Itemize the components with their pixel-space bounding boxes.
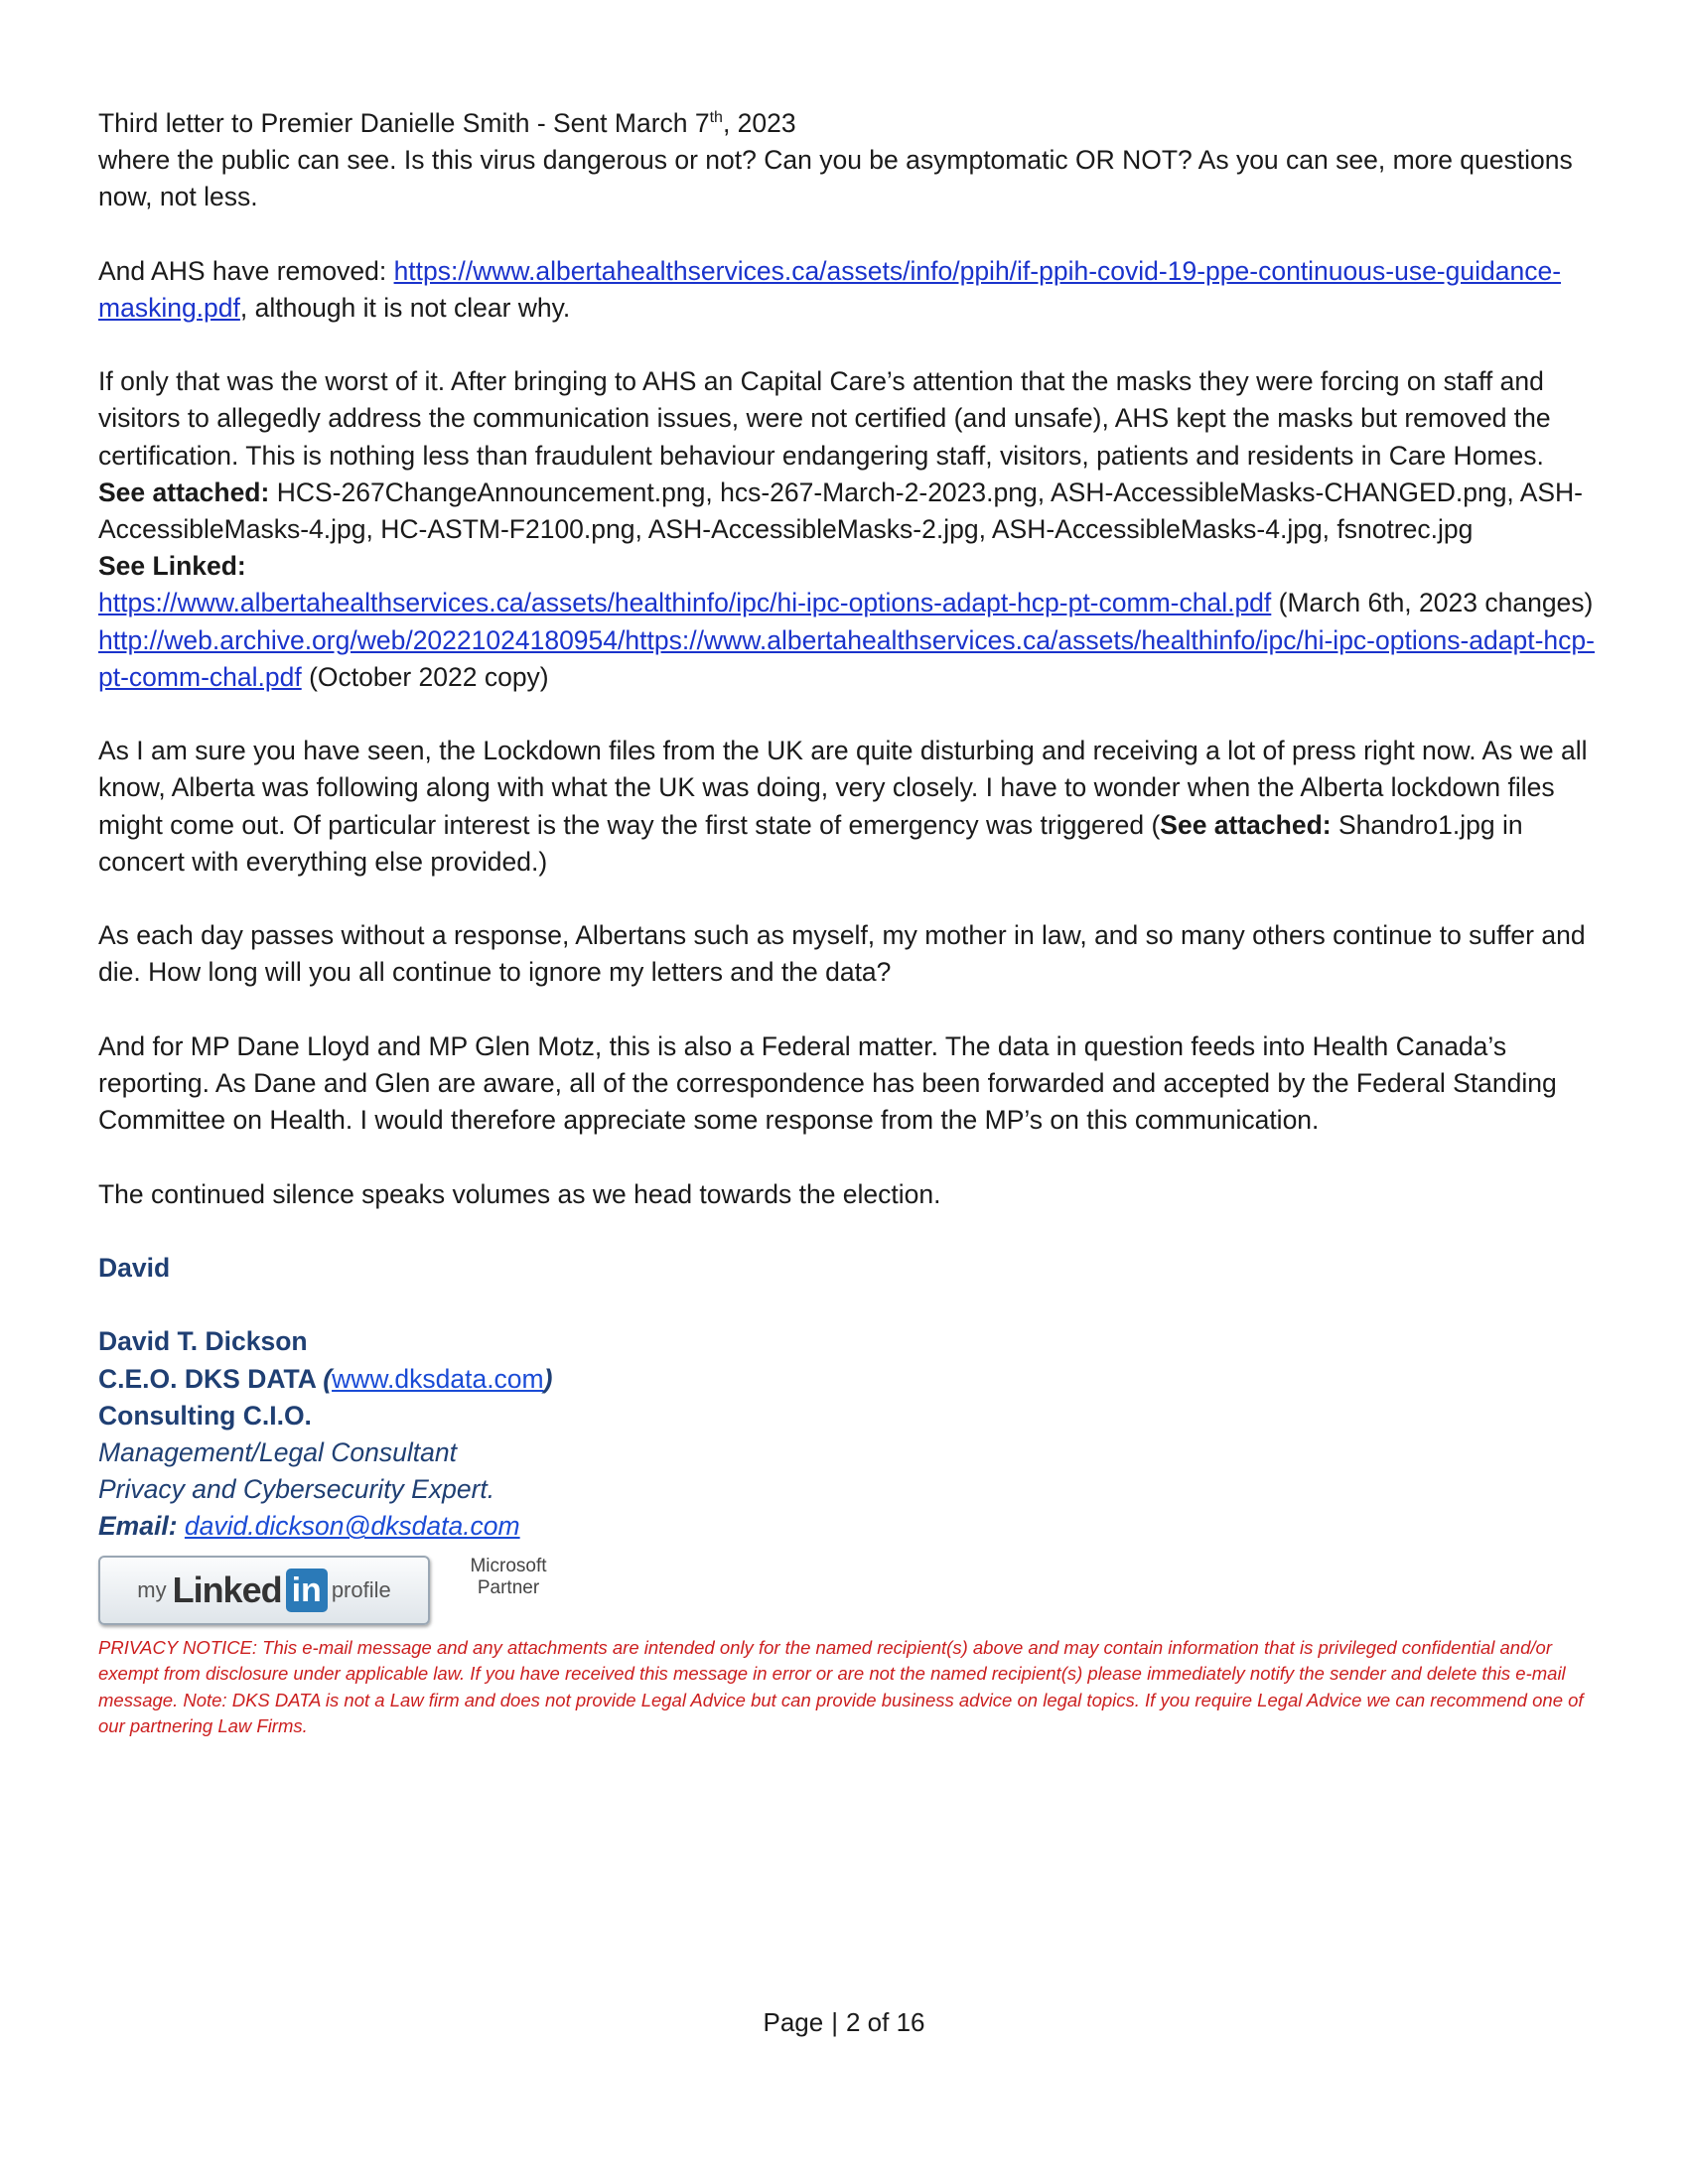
paragraph-federal-matter: And for MP Dane Lloyd and MP Glen Motz, this is also a Federal matter. The data in question feeds into Health Canada’s reporting. As Dane and Glen are aware, all of the correspondence has been forwarded and accepted by the Federal Standing Committee on Health. I would therefore appreciate some response from the MP’s on this communication. [98, 1030, 1557, 1136]
signature-block [98, 1250, 1598, 1546]
dksdata-website-link[interactable]: www.dksdata.com [332, 1363, 544, 1394]
linked-item-1 [98, 585, 1598, 621]
page-number: 2 of 16 [845, 2007, 925, 2037]
paragraph-lockdown-files [98, 733, 1598, 881]
paragraph-continued-silence: The continued silence speaks volumes as we head towards the election. [98, 1178, 941, 1209]
page-footer [0, 2007, 1688, 2038]
heading-text: Third letter to Premier Danielle Smith - Sent March 7 [98, 107, 710, 138]
email-label: Email: [98, 1511, 178, 1542]
letter-body [98, 99, 1598, 1740]
signature-full-name: David T. Dickson [98, 1326, 308, 1357]
linkedin-my-text: my [137, 1577, 167, 1603]
signature-first-name: David [98, 1253, 171, 1284]
paragraph-text: Shandro1.jpg in concert with everything else provided.) [98, 809, 1523, 877]
see-attached-files [98, 475, 1598, 548]
linked-item-2 [98, 622, 1598, 696]
linkedin-in-icon: in [286, 1569, 328, 1612]
paragraph-masks-certification: If only that was the worst of it. After bringing to AHS an Capital Care’s attention that the masks they were forcing on staff and visitors to allegedly address the communication issues, were not certified (and unsafe), AHS kept the masks but removed the certification. This is nothing less than fraudulent behaviour endangering staff, visitors, patients and residents in Care Homes. [98, 366, 1551, 471]
see-linked-text: See Linked: [98, 551, 246, 582]
signature-role-management: Management/Legal Consultant [98, 1437, 457, 1468]
link-note: (March 6th, 2023 changes) [1271, 588, 1594, 618]
ceo-title: C.E.O. DKS DATA [98, 1363, 324, 1394]
paren: ( [323, 1363, 333, 1394]
signature-ceo-line [98, 1361, 1598, 1398]
page-label: Page [763, 2007, 824, 2037]
heading-superscript: th [709, 109, 723, 126]
masking-guidance-link[interactable]: https://www.albertahealthservices.ca/assets/info/ppih/if-ppih-covid-19-ppe-continuous-use-guidance-masking.pdf [98, 255, 1562, 323]
paragraph-ahs-removed [98, 253, 1598, 327]
see-attached-label: See attached: [98, 477, 270, 507]
signature-cio-line: Consulting C.I.O. [98, 1400, 312, 1431]
signature-role-privacy: Privacy and Cybersecurity Expert. [98, 1474, 495, 1505]
badges-row [98, 1556, 1598, 1635]
microsoft-partner-logo [454, 1556, 563, 1599]
see-attached-label: See attached: [1160, 809, 1332, 840]
paragraph-text: As I am sure you have seen, the Lockdown files from the UK are quite disturbing and receiving a lot of press right now. As we all know, Alberta was following along with what the UK was doing, very closely. I have to wonder when the Alberta lockdown files might come out. Of particular interest is the way the first state of emergency was triggered ( [98, 736, 1588, 840]
page-separator: | [831, 2007, 838, 2037]
paragraph-text: , although it is not clear why. [239, 292, 571, 323]
paren: ) [543, 1363, 553, 1394]
see-linked-label [98, 548, 1598, 585]
linkedin-profile-badge[interactable] [98, 1556, 430, 1625]
linkedin-word: Linked [172, 1570, 282, 1611]
microsoft-text: Microsoft [470, 1555, 547, 1576]
ahs-options-adapt-link[interactable]: https://www.albertahealthservices.ca/assets/healthinfo/ipc/hi-ipc-options-adapt-hcp-pt-comm-chal.pdf [98, 588, 1272, 618]
link-note: (October 2022 copy) [301, 661, 549, 692]
email-link[interactable]: david.dickson@dksdata.com [184, 1511, 520, 1542]
archive-link[interactable]: http://web.archive.org/web/20221024180954/https://www.albertahealthservices.ca/assets/healthinfo/ipc/hi-ipc-options-adapt-hcp-pt-comm-chal.pdf [98, 624, 1595, 692]
paragraph-virus-questions: where the public can see. Is this virus dangerous or not? Can you be asymptomatic OR NOT? As you can see, more questions now, not less. [98, 145, 1573, 212]
paragraph-no-response: As each day passes without a response, Albertans such as myself, my mother in law, and so many others continue to suffer and die. How long will you all continue to ignore my letters and the data? [98, 920, 1586, 988]
paragraph-text: And AHS have removed: [98, 255, 394, 286]
attached-file-list: HCS-267ChangeAnnouncement.png, hcs-267-March-2-2023.png, ASH-AccessibleMasks-CHANGED.png, ASH-AccessibleMasks-4.jpg, HC-ASTM-F2100.png, ASH-AccessibleMasks-2.jpg, ASH-AccessibleMasks-4.jpg, fsnotrec.jpg [98, 477, 1584, 545]
linkedin-profile-text: profile [331, 1577, 391, 1603]
letter-heading [98, 99, 1598, 142]
signature-email-line [98, 1508, 1598, 1545]
partner-text: Partner [477, 1576, 540, 1598]
heading-year: , 2023 [722, 107, 796, 138]
privacy-notice: PRIVACY NOTICE: This e-mail message and any attachments are intended only for the named recipient(s) above and may contain information that is privileged confidential and/or exempt from disclosure under applicable law. If you have received this message in error or are not the named recipient(s) please immediately notify the sender and delete this e-mail message. Note: DKS DATA is not a Law firm and does not provide Legal Advice but can provide business advice on legal topics. If you require Legal Advice we can recommend one of our partnering Law Firms. [98, 1636, 1584, 1737]
